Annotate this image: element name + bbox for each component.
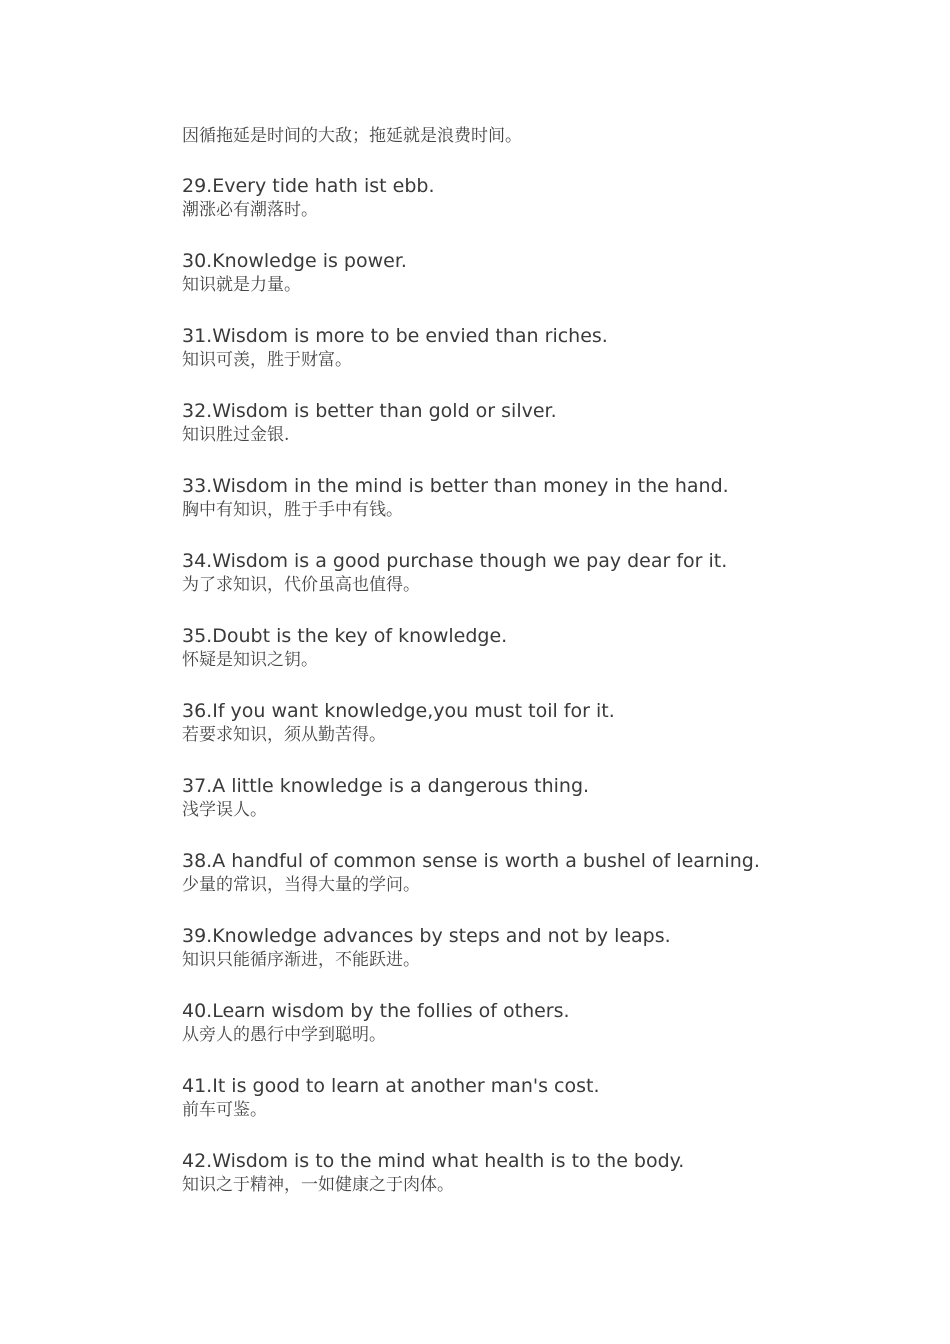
proverb-chinese: 知识可羡，胜于财富。 [182, 350, 352, 370]
proverb-chinese: 潮涨必有潮落时。 [182, 200, 318, 220]
proverb-entry [182, 999, 882, 1048]
proverb-english: 42.Wisdom is to the mind what health is to the body. [182, 1150, 685, 1172]
proverb-chinese: 知识只能循序渐进，不能跃进。 [182, 950, 420, 970]
proverb-entry [182, 924, 882, 973]
proverb-english: 31.Wisdom is more to be envied than riches. [182, 325, 608, 347]
proverb-english: 34.Wisdom is a good purchase though we pay dear for it. [182, 550, 728, 572]
proverb-chinese: 从旁人的愚行中学到聪明。 [182, 1025, 386, 1045]
proverb-english: 33.Wisdom in the mind is better than money in the hand. [182, 475, 729, 497]
proverb-entry [182, 174, 882, 223]
proverb-english: 29.Every tide hath ist ebb. [182, 175, 435, 197]
proverb-entry [182, 549, 882, 598]
proverb-english: 32.Wisdom is better than gold or silver. [182, 400, 557, 422]
proverb-chinese: 若要求知识，须从勤苦得。 [182, 725, 386, 745]
proverb-entry [182, 1074, 882, 1123]
proverb-english: 40.Learn wisdom by the follies of others. [182, 1000, 570, 1022]
proverb-english: 36.If you want knowledge,you must toil for it. [182, 700, 615, 722]
proverb-chinese: 怀疑是知识之钥。 [182, 650, 318, 670]
proverb-english: 37.A little knowledge is a dangerous thing. [182, 775, 590, 797]
proverb-english: 39.Knowledge advances by steps and not by leaps. [182, 925, 671, 947]
proverb-chinese: 为了求知识，代价虽高也值得。 [182, 575, 420, 595]
proverb-entry [182, 399, 882, 448]
proverb-entry [182, 699, 882, 748]
proverb-chinese: 胸中有知识，胜于手中有钱。 [182, 500, 403, 520]
proverb-entry [182, 624, 882, 673]
proverb-entry [182, 474, 882, 523]
proverb-english: 38.A handful of common sense is worth a bushel of learning. [182, 850, 760, 872]
proverb-entry [182, 249, 882, 298]
proverb-english: 35.Doubt is the key of knowledge. [182, 625, 508, 647]
proverb-english: 41.It is good to learn at another man's cost. [182, 1075, 600, 1097]
proverb-chinese: 浅学误人。 [182, 800, 267, 820]
proverb-entry [182, 774, 882, 823]
proverb-chinese: 知识之于精神，一如健康之于肉体。 [182, 1175, 454, 1195]
lead-translation: 因循拖延是时间的大敌；拖延就是浪费时间。 [182, 126, 522, 146]
proverb-chinese: 少量的常识，当得大量的学问。 [182, 875, 420, 895]
proverb-entry [182, 324, 882, 373]
proverb-chinese: 知识胜过金银. [182, 425, 290, 445]
proverb-chinese: 前车可鉴。 [182, 1100, 267, 1120]
proverb-entry [182, 1149, 882, 1198]
proverb-entry [182, 849, 882, 898]
proverb-english: 30.Knowledge is power. [182, 250, 407, 272]
proverb-chinese: 知识就是力量。 [182, 275, 301, 295]
document-body [182, 124, 882, 1198]
